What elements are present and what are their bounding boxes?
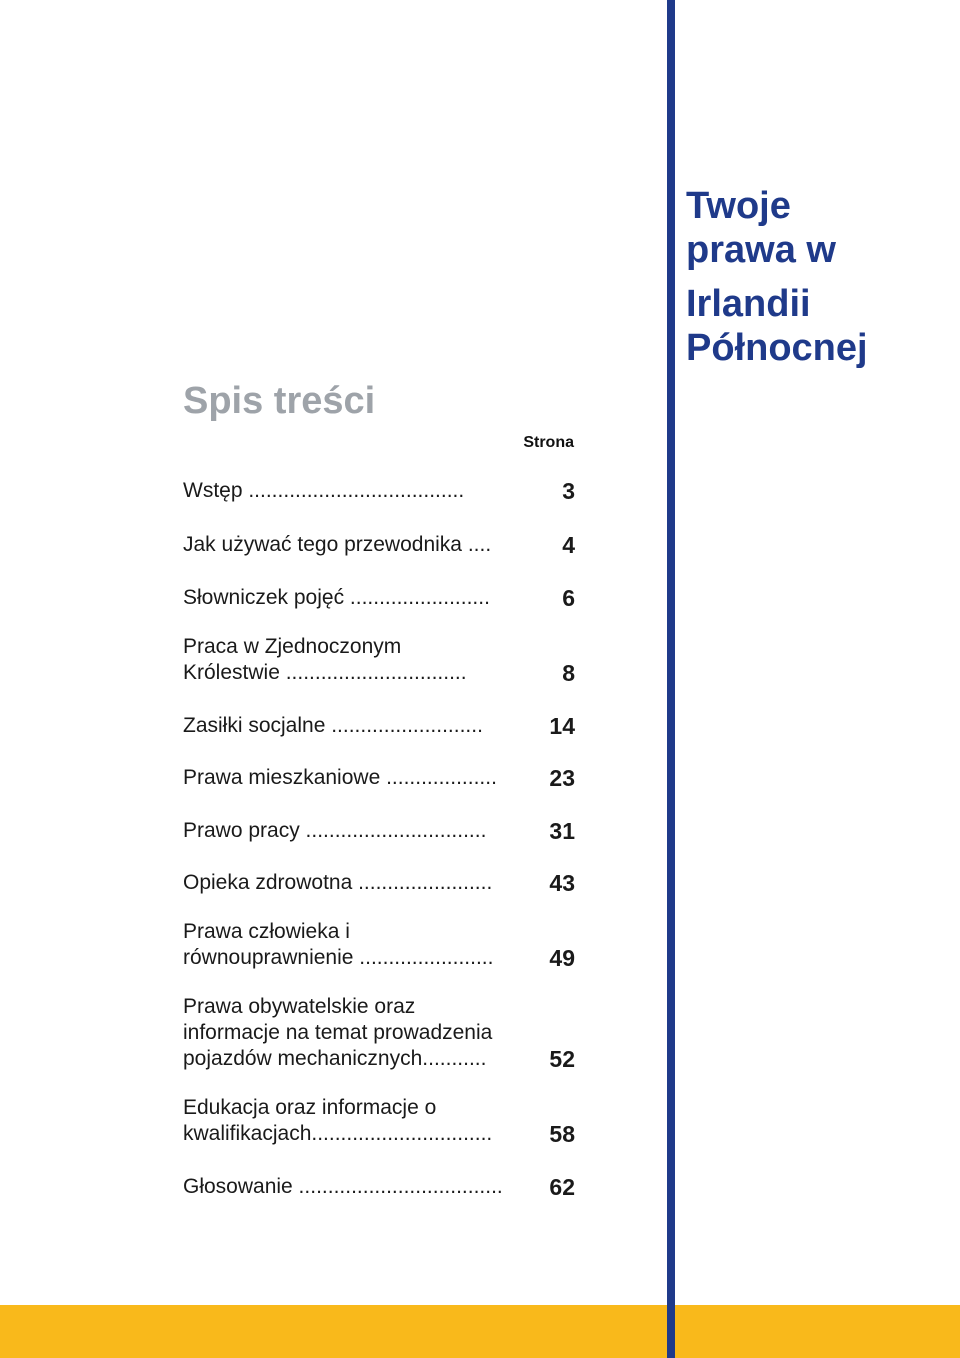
toc-item-label: Opieka zdrowotna ....................... xyxy=(183,871,493,894)
toc-item-page: 3 xyxy=(562,478,575,504)
toc-heading: Spis treści xyxy=(183,380,376,422)
toc-item-prawo-pracy[interactable] xyxy=(183,814,575,844)
toc-item-label: Jak używać tego przewodnika .... xyxy=(183,533,492,556)
toc-item-label: Prawo pracy ............................... xyxy=(183,819,487,842)
toc-item-jak-uzywac[interactable] xyxy=(183,528,575,558)
vertical-divider-line xyxy=(667,0,675,1358)
toc-item-prawa-czlowieka[interactable] xyxy=(183,915,575,971)
toc-item-label: Edukacja oraz informacje o kwalifikacjach............................... xyxy=(183,1096,493,1145)
toc-item-page: 6 xyxy=(562,585,575,611)
toc-item-prawa-obywatelskie[interactable] xyxy=(183,994,575,1072)
toc-item-wstep[interactable] xyxy=(183,474,575,504)
toc-item-page: 31 xyxy=(549,818,575,844)
toc-item-glosowanie[interactable] xyxy=(183,1170,575,1200)
toc-item-edukacja[interactable] xyxy=(183,1091,575,1147)
toc-item-label: Praca w Zjednoczonym Królestwie ............................... xyxy=(183,635,467,684)
toc-item-page: 4 xyxy=(562,532,575,558)
toc-item-slowniczek[interactable] xyxy=(183,581,575,611)
toc-item-label: Wstęp ..................................... xyxy=(183,479,465,502)
document-title-line1: Twoje prawa w xyxy=(686,185,836,271)
toc-item-label: Prawa obywatelskie oraz informacje na temat prowadzenia pojazdów mechanicznych........... xyxy=(183,995,493,1070)
document-title-line2: Irlandii Północnej xyxy=(686,283,868,369)
toc-item-page: 43 xyxy=(549,870,575,896)
toc-item-opieka-zdrowotna[interactable] xyxy=(183,866,575,896)
toc-item-page: 58 xyxy=(549,1121,575,1147)
toc-item-label: Głosowanie ................................... xyxy=(183,1175,503,1198)
page-column-label: Strona xyxy=(523,434,574,451)
toc-item-label: Prawa człowieka i równouprawnienie ....................... xyxy=(183,920,494,969)
toc-item-page: 23 xyxy=(549,765,575,791)
toc-item-page: 49 xyxy=(549,945,575,971)
toc-item-zasilki[interactable] xyxy=(183,709,575,739)
toc-item-page: 62 xyxy=(549,1174,575,1200)
toc-item-prawa-mieszkaniowe[interactable] xyxy=(183,761,575,791)
toc-item-page: 8 xyxy=(562,660,575,686)
toc-item-label: Zasiłki socjalne .......................... xyxy=(183,714,483,737)
toc-item-page: 52 xyxy=(549,1046,575,1072)
toc-item-label: Słowniczek pojęć ........................ xyxy=(183,586,490,609)
toc-item-label: Prawa mieszkaniowe ................... xyxy=(183,766,497,789)
bottom-divider-segment xyxy=(667,1305,675,1358)
document-title xyxy=(686,184,956,370)
toc-item-praca[interactable] xyxy=(183,630,575,686)
toc-item-page: 14 xyxy=(549,713,575,739)
bottom-accent-bar xyxy=(0,1305,960,1358)
